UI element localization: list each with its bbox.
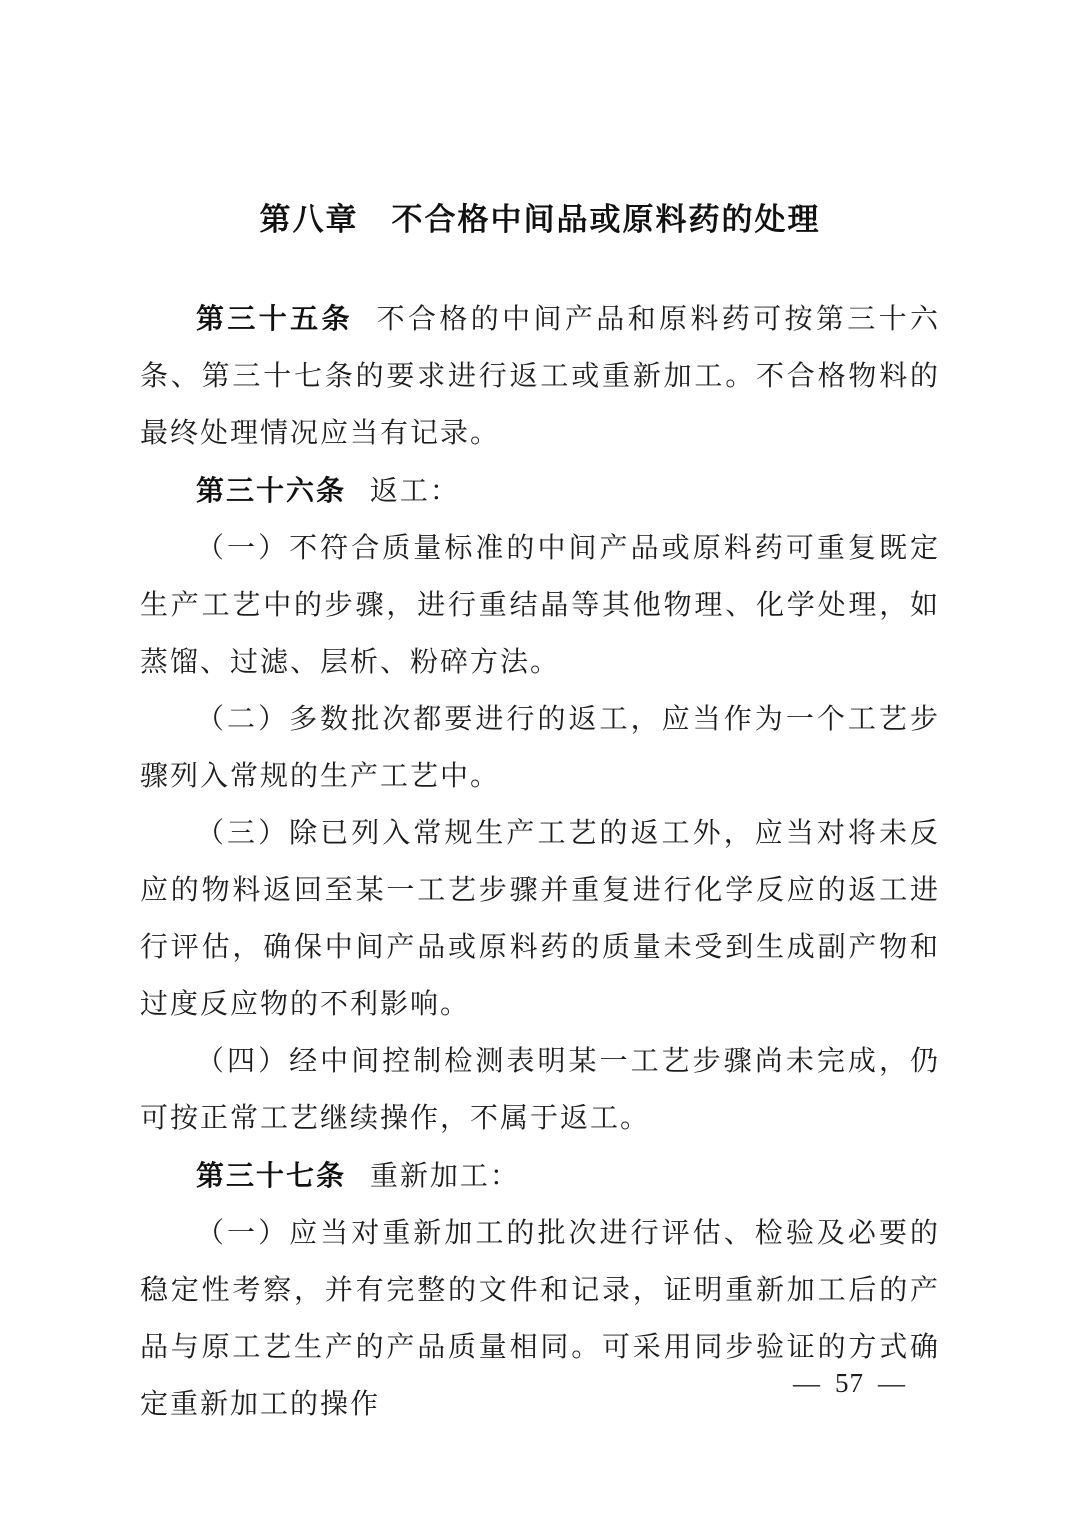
- article-36-number: 第三十六条: [196, 475, 347, 506]
- article-36-heading-text: 返工：: [369, 476, 460, 507]
- footer-left-dash: —: [793, 1368, 821, 1398]
- page-number: 57: [835, 1368, 864, 1398]
- article-36-item-4: [140, 1033, 940, 1147]
- article-36-item-3-text: （三）除已列入常规生产工艺的返工外，应当对将未反应的物料返回至某一工艺步骤并重复进行化学反应的返工进行评估，确保中间产品或原料药的质量未受到生成副产物和过度反应物的不利影响。: [140, 818, 940, 1020]
- article-35-number: 第三十五条: [196, 303, 353, 334]
- article-36-item-4-text: （四）经中间控制检测表明某一工艺步骤尚未完成，仍可按正常工艺继续操作，不属于返工。: [140, 1046, 940, 1134]
- page-number-footer: [779, 1366, 920, 1400]
- article-36-item-2: [140, 691, 940, 805]
- article-35-text: 不合格的中间产品和原料药可按第三十六条、第三十七条的要求进行返工或重新加工。不合格物料的最终处理情况应当有记录。: [140, 304, 940, 449]
- article-36-heading: [140, 462, 940, 520]
- footer-right-dash: —: [878, 1368, 906, 1398]
- article-37-number: 第三十七条: [196, 1160, 347, 1191]
- article-36-item-1: [140, 520, 940, 691]
- article-37-item-1-text: （一）应当对重新加工的批次进行评估、检验及必要的稳定性考察，并有完整的文件和记录，证明重新加工后的产品与原工艺生产的产品质量相同。可采用同步验证的方式确定重新加工的操作: [140, 1218, 940, 1420]
- article-36-item-3: [140, 805, 940, 1033]
- chapter-title: 第八章 不合格中间品或原料药的处理: [259, 202, 821, 237]
- article-37-heading: [140, 1147, 940, 1205]
- article-36-item-1-text: （一）不符合质量标准的中间产品或原料药可重复既定生产工艺中的步骤，进行重结晶等其他物理、化学处理，如蒸馏、过滤、层析、粉碎方法。: [140, 533, 940, 678]
- article-35-paragraph: [140, 290, 940, 462]
- article-36-item-2-text: （二）多数批次都要进行的返工，应当作为一个工艺步骤列入常规的生产工艺中。: [140, 704, 940, 792]
- article-37-heading-text: 重新加工：: [369, 1161, 520, 1192]
- page-content: [140, 200, 940, 1433]
